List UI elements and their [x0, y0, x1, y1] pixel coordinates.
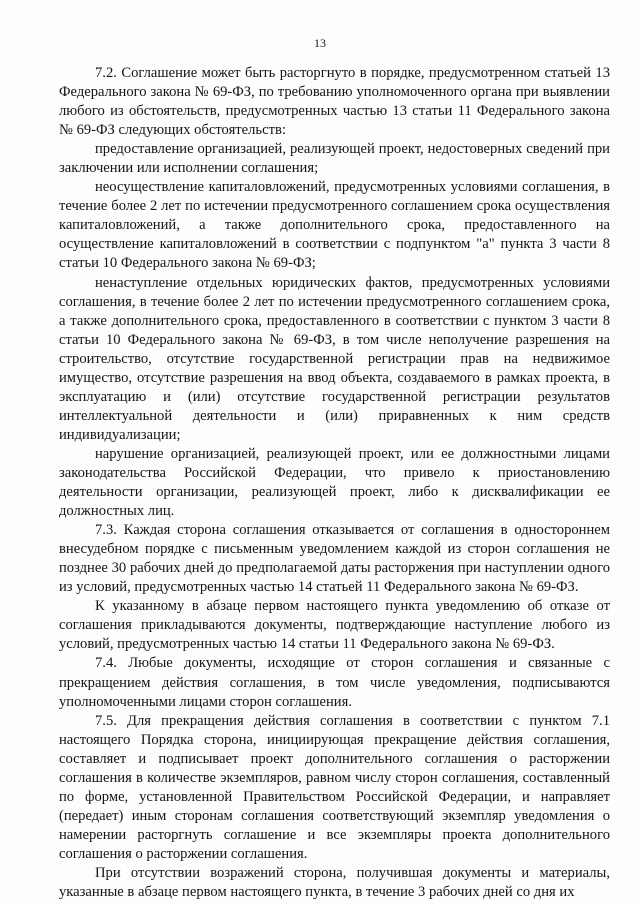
paragraph: 7.3. Каждая сторона соглашения отказывается от соглашения в одностороннем внесудебном порядке с письменным уведомлением каждой из сторон соглашения не позднее 30 рабочих дней до предполагаемой даты расторжения при наступлении одного из условий, предусмотренных частью 14 статьей 11 Федерального закона № 69-ФЗ.	[59, 522, 610, 596]
paragraph: При отсутствии возражений сторона, получившая документы и материалы, указанные в абзаце первом настоящего пункта, в течение 3 рабочих дней со дня их	[59, 864, 610, 901]
page-number: 13	[314, 36, 326, 50]
paragraph: ненаступление отдельных юридических фактов, предусмотренных условиями соглашения, в течение более 2 лет по истечении предусмотренного соглашением срока, а также дополнительного срока, предоставленного в соответствии с пунктом 3 части 8 статьи 10 Федерального закона № 69-ФЗ, в том числе неполучение разрешения на строительство, отсутствие государственной регистрации прав на недвижимое имущество, отсутствие разрешения на ввод объекта, создаваемого в рамках проекта, в эксплуатацию и (или) отсутствие государственной регистрации результатов интеллектуальной деятельности и (или) приравненных к ним средств индивидуализации;	[59, 274, 610, 443]
paragraph: 7.5. Для прекращения действия соглашения в соответствии с пунктом 7.1 настоящего Порядка сторона, инициирующая прекращение действия соглашения, составляет и подписывает проект дополнительного соглашения о расторжении соглашения в количестве экземпляров, равном числу сторон соглашения, составленный по форме, установленной Правительством Российской Федерации, и направляет (передает) иным сторонам соглашения соответствующий экземпляр уведомления о намерении расторгнуть соглашение и все экземпляры проекта дополнительного соглашения о расторжении соглашения.	[59, 712, 610, 862]
paragraph: 7.2. Соглашение может быть расторгнуто в порядке, предусмотренном статьей 13 Федерального закона № 69-ФЗ, по требованию уполномоченного органа при выявлении любого из обстоятельств, предусмотренных частью 13 статьи 11 Федерального закона № 69-ФЗ следующих обстоятельств:	[59, 65, 610, 139]
paragraph: нарушение организацией, реализующей проект, или ее должностными лицами законодательства Российской Федерации, что привело к приостановлению деятельности организации, реализующей проект, либо к дисквалификации ее должностных лиц.	[59, 445, 610, 520]
paragraph: 7.4. Любые документы, исходящие от сторон соглашения и связанные с прекращением действия соглашения, в том числе уведомления, подписываются уполномоченными лицами сторон соглашения.	[59, 655, 610, 710]
paragraph: предоставление организацией, реализующей проект, недостоверных сведений при заключении или исполнении соглашения;	[59, 141, 610, 177]
paragraph: неосуществление капиталовложений, предусмотренных условиями соглашения, в течение более 2 лет по истечении предусмотренного соглашением срока осуществления капиталовложений, а также дополнительного срока, предоставленного на осуществление капиталовложений в соответствии с подпунктом "а" пункта 3 части 8 статьи 10 Федерального закона № 69-ФЗ;	[59, 179, 610, 272]
paragraph: К указанному в абзаце первом настоящего пункта уведомлению об отказе от соглашения прикладываются документы, подтверждающие наступление любого из условий, предусмотренных частью 14 статьи 11 Федерального закона № 69-ФЗ.	[59, 598, 610, 653]
document-body	[59, 64, 610, 902]
